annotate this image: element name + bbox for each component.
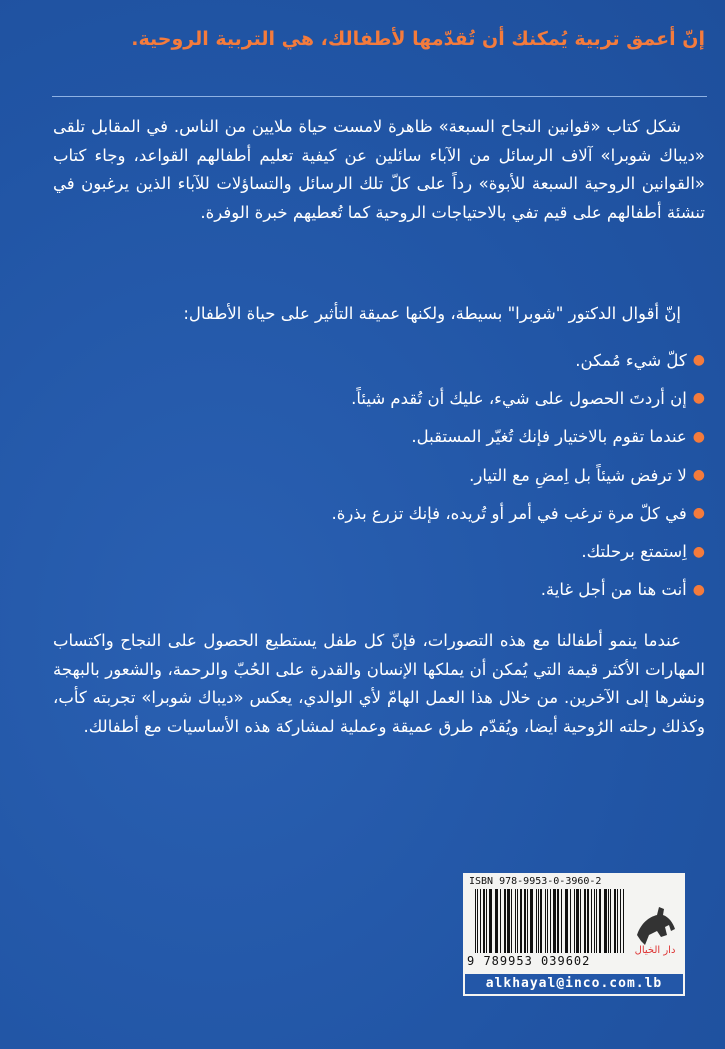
description-paragraph-3: عندما ينمو أطفالنا مع هذه التصورات، فإنّ كل طفل يستطيع الحصول على النجاح واكتساب المهارات الأكثر قيمة التي يُمكن أن يملكها الإنسان والقدرة على الحُبّ والرحمة، والشعور بالبهجة ونشرها إلى الآخرين. من خلال هذا العمل الهامّ لأي الوالدي، يعكس «ديباك شوبرا» تجربته كأب، وكذلك رحلته الرُوحية أيضا، ويُقدّم طرق عميقة وعملية لمشاركة هذه الأساسيات مع أطفالك. (53, 631, 705, 736)
quotes-intro: إنّ أقوال الدكتور "شوبرا" بسيطة، ولكنها عميقة التأثير على حياة الأطفال: (183, 304, 681, 323)
barcode-bar (617, 889, 618, 953)
description-paragraph-1: شكل كتاب «قوانين النجاح السبعة» ظاهرة لامست حياة ملايين من الناس. في المقابل تلقى «ديباك شوبرا» آلاف الرسائل من الآباء سائلين عن كيفية تعليم أطفالهم القواعد، وجاء كتاب «القوانين الروحية السبعة للأبوة» رداً على كلّ تلك الرسائل والتساؤلات للآباء الذين يرغبون في تنشئة أطفالهم على قيم تفي بالاحتياجات الروحية كما تُعطيهم خبرة الوفرة. (53, 117, 705, 222)
bullet-text: اِستمتع برحلتك. (581, 542, 687, 562)
barcode-bar (591, 889, 592, 953)
bullet-text: كلّ شيء مُمكن. (575, 350, 687, 370)
barcode-bar (587, 889, 589, 953)
bullet-icon: ● (692, 467, 705, 484)
barcode-bar (507, 889, 510, 953)
ean-number: 9 789953 039602 (467, 954, 591, 968)
isbn-label: ISBN 978-9953-0-3960-2 (469, 876, 602, 887)
barcode-bar (557, 889, 559, 953)
tagline: إنّ أعمق تربية يُمكنك أن تُقدّمها لأطفالك، هي التربية الروحية. (131, 28, 705, 50)
list-item (332, 456, 705, 494)
barcode-bar (566, 889, 568, 953)
bullet-text: إن أردتَ الحصول على شيء، عليك أن تُقدم شيئاً. (351, 388, 687, 408)
bullet-icon: ● (692, 390, 705, 407)
list-item (332, 418, 705, 456)
barcode-bar (550, 889, 551, 953)
barcode-bar (610, 889, 611, 953)
barcode-bar (574, 889, 575, 953)
publisher-logo-horse-rider-icon (629, 901, 681, 957)
barcode (475, 889, 625, 953)
list-item (332, 494, 705, 532)
isbn-block (463, 873, 685, 996)
bullet-icon: ● (692, 352, 705, 369)
bullet-text: في كلّ مرة ترغب في أمر أو تُريده، فإنك تزرع بذرة. (331, 503, 687, 523)
barcode-bar (553, 889, 556, 953)
barcode-bar (520, 889, 522, 953)
barcode-bar (623, 889, 624, 953)
barcode-bar (599, 889, 601, 953)
barcode-bar (620, 889, 621, 953)
barcode-bar (495, 889, 497, 953)
barcode-bar (608, 889, 609, 953)
barcode-bar (497, 889, 498, 953)
barcode-bar (480, 889, 481, 953)
barcode-bar (475, 889, 476, 953)
barcode-bar (565, 889, 566, 953)
barcode-bar (596, 889, 597, 953)
barcode-bar (530, 889, 533, 953)
barcode-bar (517, 889, 518, 953)
publisher-logo-text: دار الخيال (634, 945, 676, 956)
publisher-email: alkhayal@inco.com.lb (463, 972, 685, 996)
list-item (332, 571, 705, 609)
divider (52, 96, 707, 97)
barcode-bar (580, 889, 581, 953)
bullet-text: لا ترفض شيئاً بل اِمضِ مع التيار. (469, 465, 687, 485)
barcode-bar (504, 889, 506, 953)
barcode-bar (524, 889, 526, 953)
barcode-bar (594, 889, 595, 953)
barcode-bar (515, 889, 516, 953)
barcode-bar (561, 889, 562, 953)
bullet-icon: ● (692, 543, 705, 560)
barcode-bar (540, 889, 542, 953)
barcode-bar (483, 889, 485, 953)
barcode-bar (511, 889, 512, 953)
barcode-bar (547, 889, 548, 953)
barcode-bar (527, 889, 528, 953)
barcode-bar (500, 889, 501, 953)
barcode-bar (477, 889, 478, 953)
quotes-list (332, 341, 705, 609)
bullet-icon: ● (692, 505, 705, 522)
barcode-bar (570, 889, 571, 953)
bullet-text: أنت هنا من أجل غاية. (540, 580, 687, 600)
barcode-bar (614, 889, 616, 953)
bullet-text: عندما تقوم بالاختيار فإنك تُغيّر المستقبل. (411, 427, 687, 447)
bullet-icon: ● (692, 581, 705, 598)
list-item (332, 341, 705, 379)
bullet-icon: ● (692, 428, 705, 445)
barcode-bar (545, 889, 546, 953)
list-item (332, 532, 705, 570)
barcode-bar (536, 889, 537, 953)
barcode-bar (486, 889, 487, 953)
barcode-bar (604, 889, 607, 953)
barcode-bar (584, 889, 586, 953)
list-item (332, 379, 705, 417)
barcode-bar (489, 889, 492, 953)
barcode-bar (538, 889, 539, 953)
barcode-bar (576, 889, 579, 953)
